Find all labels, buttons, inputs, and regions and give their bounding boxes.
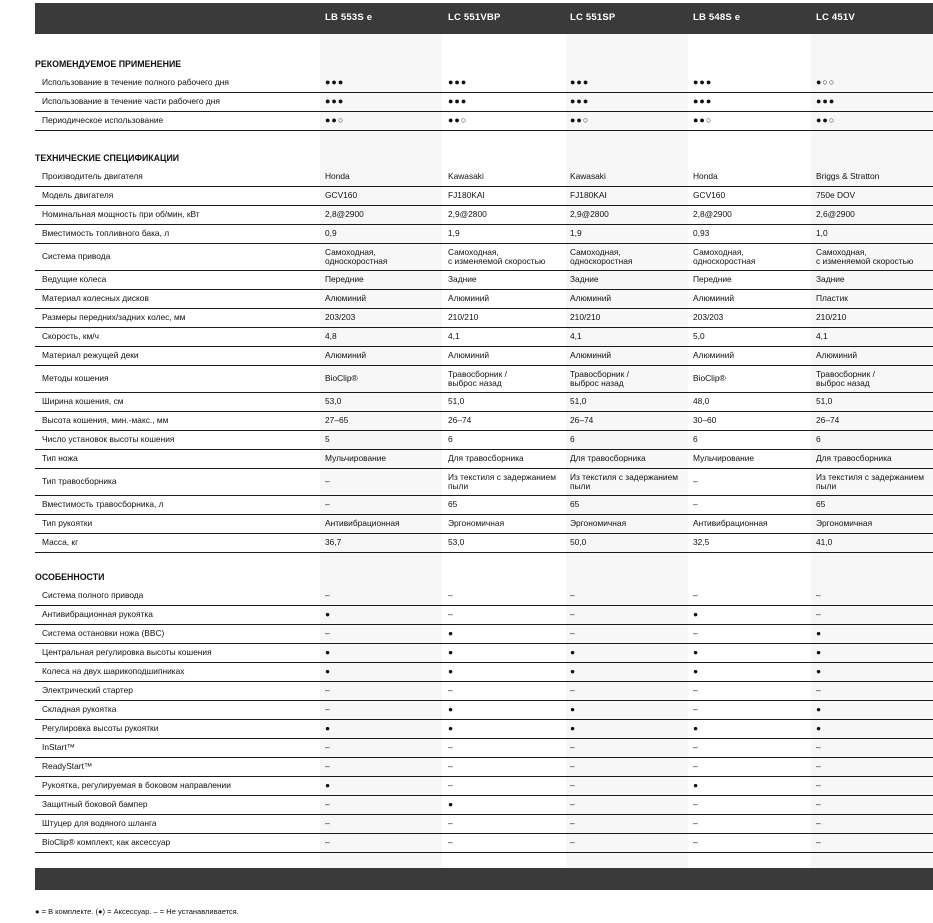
cell-value: ●●● [325, 76, 345, 87]
cell-value: Передние [325, 274, 364, 285]
cell-value: Травосборник / выброс назад [816, 368, 875, 388]
table-row [35, 111, 933, 131]
cell-value: Алюминий [693, 350, 735, 361]
cell-value: – [325, 704, 330, 715]
cell-value: 30–60 [693, 415, 717, 426]
cell-value: ● [325, 666, 331, 677]
cell-value: Эргономичная [570, 518, 627, 529]
table-row [35, 624, 933, 644]
cell-value: 0,93 [693, 228, 710, 239]
row-label: Вместимость топливного бака, л [42, 228, 170, 239]
table-row [35, 327, 933, 347]
cell-value: – [325, 761, 330, 772]
table-row [35, 224, 933, 244]
row-label: Использование в течение части рабочего дня [42, 96, 220, 107]
table-row [35, 814, 933, 834]
cell-value: Алюминий [448, 350, 490, 361]
row-label: Ширина кошения, см [42, 396, 124, 407]
cell-value: Передние [693, 274, 732, 285]
cell-value: ● [325, 609, 331, 620]
row-label: Периодическое использование [42, 115, 164, 126]
cell-value: ●●○ [325, 114, 345, 125]
model-name-0: LB 553S e [325, 12, 373, 23]
table-row [35, 205, 933, 225]
cell-value: – [570, 742, 575, 753]
cell-value: ● [448, 723, 454, 734]
row-label: Ведущие колеса [42, 274, 107, 285]
cell-value: Самоходная, односкоростная [325, 246, 388, 266]
cell-value: – [570, 837, 575, 848]
cell-value: 53,0 [448, 537, 465, 548]
cell-value: ● [570, 666, 576, 677]
row-label: Регулировка высоты рукоятки [42, 723, 159, 734]
cell-value: – [325, 590, 330, 601]
cell-value: – [693, 818, 698, 829]
cell-value: ●●● [816, 95, 836, 106]
row-label: Масса, кг [42, 537, 79, 548]
cell-value: Kawasaki [448, 171, 484, 182]
cell-value: Мульчирование [693, 453, 755, 464]
table-row [35, 92, 933, 112]
cell-value: ●●● [570, 95, 590, 106]
cell-value: Алюминий [325, 350, 367, 361]
table-row [35, 495, 933, 515]
cell-value: 203/203 [693, 312, 724, 323]
cell-value: – [325, 499, 330, 510]
cell-value: Задние [570, 274, 599, 285]
table-row [35, 586, 933, 606]
section-title: ТЕХНИЧЕСКИЕ СПЕЦИФИКАЦИИ [35, 153, 180, 163]
cell-value: BioClip® [693, 373, 726, 384]
cell-value: Алюминий [816, 350, 858, 361]
row-label: Тип травосборника [42, 476, 117, 487]
table-row [35, 833, 933, 853]
table-row [35, 73, 933, 93]
cell-value: – [448, 837, 453, 848]
cell-value: 750e DOV [816, 190, 856, 201]
cell-value: 6 [570, 434, 575, 445]
cell-value: Самоходная, односкоростная [693, 246, 756, 266]
row-label: Колеса на двух шарикоподшипниках [42, 666, 185, 677]
table-row [35, 167, 933, 187]
cell-value: 1,0 [816, 228, 828, 239]
cell-value: 27–65 [325, 415, 349, 426]
table-row [35, 643, 933, 663]
table-row [35, 468, 933, 496]
row-label: Размеры передних/задних колес, мм [42, 312, 186, 323]
cell-value: ● [570, 647, 576, 658]
cell-value: Из текстиля с задержанием пыли [816, 471, 924, 491]
cell-value: 48,0 [693, 396, 710, 407]
cell-value: – [816, 590, 821, 601]
cell-value: Задние [816, 274, 845, 285]
cell-value: Самоходная, с изменяемой скоростью [816, 246, 914, 266]
table-row [35, 365, 933, 393]
table-row [35, 776, 933, 796]
cell-value: 51,0 [448, 396, 465, 407]
row-label: Материал колесных дисков [42, 293, 149, 304]
cell-value: – [570, 818, 575, 829]
cell-value: ● [448, 647, 454, 658]
footer-bar [35, 868, 933, 890]
cell-value: 26–74 [448, 415, 472, 426]
cell-value: FJ180KAI [448, 190, 485, 201]
cell-value: Для травосборника [570, 453, 646, 464]
cell-value: ●●● [448, 76, 468, 87]
cell-value: ● [448, 799, 454, 810]
cell-value: – [325, 628, 330, 639]
cell-value: Мульчирование [325, 453, 387, 464]
cell-value: Самоходная, односкоростная [570, 246, 633, 266]
cell-value: – [693, 628, 698, 639]
cell-value: 203/203 [325, 312, 356, 323]
cell-value: 5 [325, 434, 330, 445]
cell-value: Honda [693, 171, 718, 182]
cell-value: Honda [325, 171, 350, 182]
cell-value: Из текстиля с задержанием пыли [570, 471, 678, 491]
cell-value: ●●○ [693, 114, 713, 125]
cell-value: – [816, 609, 821, 620]
cell-value: ●●○ [816, 114, 836, 125]
table-row [35, 430, 933, 450]
model-name-2: LC 551SP [570, 12, 616, 23]
table-row [35, 662, 933, 682]
cell-value: 210/210 [448, 312, 479, 323]
table-row [35, 346, 933, 366]
cell-value: – [570, 590, 575, 601]
cell-value: ● [693, 780, 699, 791]
model-name-1: LC 551VBP [448, 12, 501, 23]
table-row [35, 243, 933, 271]
cell-value: 4,8 [325, 331, 337, 342]
cell-value: 26–74 [816, 415, 840, 426]
cell-value: Антивибрационная [693, 518, 768, 529]
cell-value: 36,7 [325, 537, 342, 548]
table-row [35, 757, 933, 777]
table-row [35, 449, 933, 469]
cell-value: – [325, 799, 330, 810]
cell-value: 26–74 [570, 415, 594, 426]
row-label: Штуцер для водяного шланга [42, 818, 157, 829]
cell-value: – [325, 837, 330, 848]
row-label: Использование в течение полного рабочего дня [42, 77, 229, 88]
row-label: InStart™ [42, 742, 76, 753]
cell-value: Эргономичная [448, 518, 505, 529]
row-label: Рукоятка, регулируемая в боковом направлении [42, 780, 231, 791]
cell-value: Алюминий [693, 293, 735, 304]
cell-value: Briggs & Stratton [816, 171, 880, 182]
cell-value: 51,0 [570, 396, 587, 407]
cell-value: – [693, 799, 698, 810]
row-label: Система полного привода [42, 590, 144, 601]
table-row [35, 719, 933, 739]
cell-value: 1,9 [448, 228, 460, 239]
cell-value: ● [693, 666, 699, 677]
row-label: Электрический стартер [42, 685, 133, 696]
cell-value: – [693, 476, 698, 487]
cell-value: 65 [570, 499, 580, 510]
cell-value: – [816, 799, 821, 810]
cell-value: 41,0 [816, 537, 833, 548]
table-row [35, 270, 933, 290]
row-label: Скорость, км/ч [42, 331, 99, 342]
cell-value: 6 [448, 434, 453, 445]
cell-value: – [448, 818, 453, 829]
cell-value: – [693, 761, 698, 772]
cell-value: ● [693, 723, 699, 734]
cell-value: 6 [693, 434, 698, 445]
cell-value: 1,9 [570, 228, 582, 239]
cell-value: – [693, 590, 698, 601]
cell-value: 53,0 [325, 396, 342, 407]
cell-value: – [816, 685, 821, 696]
row-label: Защитный боковой бампер [42, 799, 148, 810]
cell-value: – [816, 761, 821, 772]
cell-value: ● [816, 666, 822, 677]
cell-value: Антивибрационная [325, 518, 400, 529]
cell-value: – [693, 837, 698, 848]
row-label: Номинальная мощность при об/мин, кВт [42, 209, 200, 220]
cell-value: ● [448, 666, 454, 677]
row-label: Модель двигателя [42, 190, 114, 201]
cell-value: – [325, 742, 330, 753]
cell-value: – [816, 742, 821, 753]
cell-value: ● [325, 723, 331, 734]
row-label: Число установок высоты кошения [42, 434, 175, 445]
cell-value: Задние [448, 274, 477, 285]
cell-value: ● [693, 609, 699, 620]
table-row [35, 605, 933, 625]
cell-value: – [448, 761, 453, 772]
cell-value: 65 [448, 499, 458, 510]
cell-value: 2,9@2800 [570, 209, 609, 220]
cell-value: – [448, 590, 453, 601]
cell-value: 51,0 [816, 396, 833, 407]
cell-value: Kawasaki [570, 171, 606, 182]
cell-value: Алюминий [448, 293, 490, 304]
cell-value: – [693, 685, 698, 696]
cell-value: ● [693, 647, 699, 658]
cell-value: ●●○ [570, 114, 590, 125]
cell-value: 4,1 [816, 331, 828, 342]
table-row [35, 308, 933, 328]
cell-value: Из текстиля с задержанием пыли [448, 471, 556, 491]
legend: ● = В комплекте. (●) = Аксессуар. – = Не устанавливается. [35, 907, 239, 916]
cell-value: ● [325, 647, 331, 658]
cell-value: ● [570, 723, 576, 734]
cell-value: 2,6@2900 [816, 209, 855, 220]
table-row [35, 681, 933, 701]
cell-value: – [570, 780, 575, 791]
cell-value: ●●● [693, 95, 713, 106]
cell-value: – [325, 818, 330, 829]
cell-value: Пластик [816, 293, 848, 304]
cell-value: – [448, 780, 453, 791]
cell-value: 210/210 [816, 312, 847, 323]
cell-value: – [693, 704, 698, 715]
row-label: Высота кошения, мин.-макс., мм [42, 415, 169, 426]
cell-value: FJ180KAI [570, 190, 607, 201]
cell-value: – [325, 476, 330, 487]
cell-value: ● [816, 704, 822, 715]
cell-value: – [693, 742, 698, 753]
cell-value: 2,8@2900 [325, 209, 364, 220]
cell-value: GCV160 [325, 190, 358, 201]
cell-value: Алюминий [570, 350, 612, 361]
table-row [35, 700, 933, 720]
cell-value: ● [448, 704, 454, 715]
cell-value: ●○○ [816, 76, 836, 87]
section-title: РЕКОМЕНДУЕМОЕ ПРИМЕНЕНИЕ [35, 59, 182, 69]
cell-value: – [570, 685, 575, 696]
cell-value: BioClip® [325, 373, 358, 384]
cell-value: 0,9 [325, 228, 337, 239]
cell-value: 4,1 [570, 331, 582, 342]
cell-value: 5,0 [693, 331, 705, 342]
cell-value: 50,0 [570, 537, 587, 548]
row-label: Система привода [42, 251, 111, 262]
row-label: Система остановки ножа (BBC) [42, 628, 165, 639]
cell-value: 2,8@2900 [693, 209, 732, 220]
cell-value: – [448, 685, 453, 696]
cell-value: ● [816, 628, 822, 639]
cell-value: – [570, 761, 575, 772]
cell-value: 6 [816, 434, 821, 445]
row-label: Складная рукоятка [42, 704, 117, 715]
cell-value: – [570, 628, 575, 639]
cell-value: – [570, 609, 575, 620]
table-row [35, 533, 933, 553]
cell-value: ●●● [570, 76, 590, 87]
cell-value: Для травосборника [448, 453, 524, 464]
row-label: Тип ножа [42, 453, 78, 464]
cell-value: GCV160 [693, 190, 726, 201]
row-label: ReadyStart™ [42, 761, 93, 772]
cell-value: ● [816, 723, 822, 734]
row-label: Материал режущей деки [42, 350, 139, 361]
cell-value: 32,5 [693, 537, 710, 548]
cell-value: – [570, 799, 575, 810]
row-label: BioClip® комплект, как аксессуар [42, 837, 171, 848]
cell-value: 65 [816, 499, 826, 510]
table-row [35, 514, 933, 534]
cell-value: 4,1 [448, 331, 460, 342]
cell-value: Для травосборника [816, 453, 892, 464]
cell-value: ●●○ [448, 114, 468, 125]
cell-value: Алюминий [325, 293, 367, 304]
cell-value: Эргономичная [816, 518, 873, 529]
cell-value: – [816, 837, 821, 848]
cell-value: 210/210 [570, 312, 601, 323]
cell-value: – [816, 780, 821, 791]
table-row [35, 289, 933, 309]
table-row [35, 186, 933, 206]
table-row [35, 738, 933, 758]
row-label: Центральная регулировка высоты кошения [42, 647, 212, 658]
cell-value: Алюминий [570, 293, 612, 304]
cell-value: ●●● [693, 76, 713, 87]
row-label: Методы кошения [42, 373, 109, 384]
table-row [35, 392, 933, 412]
model-name-4: LC 451V [816, 12, 855, 23]
row-label: Тип рукоятки [42, 518, 93, 529]
cell-value: – [693, 499, 698, 510]
cell-value: ●●● [448, 95, 468, 106]
cell-value: 2,9@2800 [448, 209, 487, 220]
cell-value: – [816, 818, 821, 829]
row-label: Производитель двигателя [42, 171, 143, 182]
row-label: Вместимость травосборника, л [42, 499, 164, 510]
cell-value: ● [570, 704, 576, 715]
section-title: ОСОБЕННОСТИ [35, 572, 105, 582]
cell-value: – [448, 742, 453, 753]
cell-value: Травосборник / выброс назад [448, 368, 507, 388]
cell-value: ● [816, 647, 822, 658]
cell-value: ● [325, 780, 331, 791]
cell-value: ● [448, 628, 454, 639]
table-row [35, 411, 933, 431]
cell-value: – [448, 609, 453, 620]
cell-value: ●●● [325, 95, 345, 106]
model-name-3: LB 548S e [693, 12, 741, 23]
cell-value: Травосборник / выброс назад [570, 368, 629, 388]
cell-value: – [325, 685, 330, 696]
table-row [35, 795, 933, 815]
row-label: Антивибрационная рукоятка [42, 609, 153, 620]
cell-value: Самоходная, с изменяемой скоростью [448, 246, 546, 266]
